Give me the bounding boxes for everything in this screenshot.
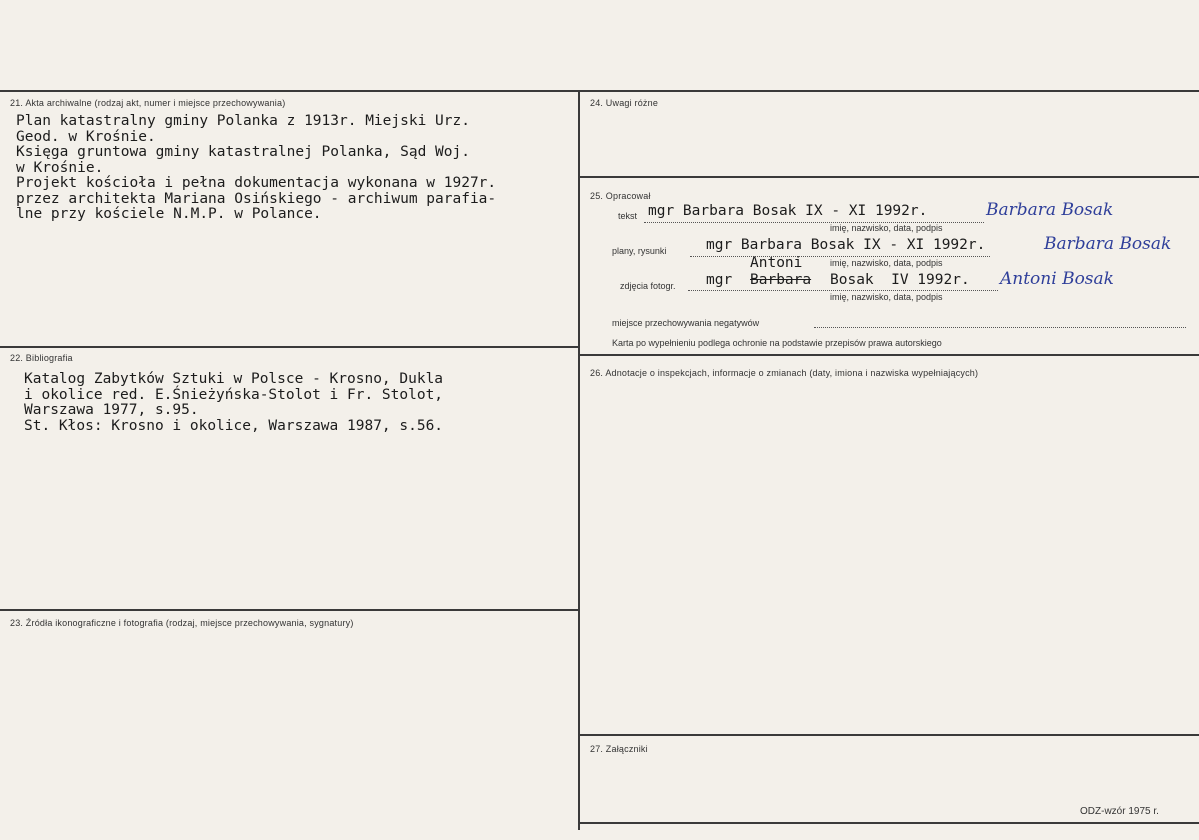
section-27-label: 27. Załączniki [590,744,648,754]
text-line: Księga gruntowa gminy katastralnej Polanka, Sąd Woj. [16,144,470,160]
text-line: Geod. w Krośnie. [16,128,156,145]
zdjecia-label: zdjęcia fotogr. [620,281,676,291]
text-line: lne przy kościele N.M.P. w Polance. [16,206,322,222]
divider-25-26 [579,354,1199,356]
section-22-text [24,372,443,434]
section-23-label: 23. Źródła ikonograficzne i fotografia (rodzaj, miejsce przechowywania, sygnatury) [10,618,354,628]
top-border [0,90,1199,92]
text-line: Plan katastralny gminy Polanka z 1913r. Miejski Urz. [16,113,470,129]
plany-line [690,256,990,257]
tekst-label: tekst [618,211,638,221]
section-21-text [16,114,496,223]
zdjecia-line [688,290,998,291]
plany-signature: Barbara Bosak [1044,234,1172,254]
copyright-note: Karta po wypełnieniu podlega ochronie na podstawie przepisów prawa autorskiego [612,338,942,348]
section-21-label: 21. Akta archiwalne (rodzaj akt, numer i miejsce przechowywania) [10,98,286,108]
divider-26-27 [579,734,1199,736]
negatywy-label: miejsce przechowywania negatywów [612,318,760,328]
text-line: i okolice red. E.Śnieżyńska-Stolot i Fr. Stolot, [24,386,444,403]
tekst-signature: Barbara Bosak [986,200,1114,220]
tekst-value: mgr Barbara Bosak IX - XI 1992r. [648,203,928,219]
plany-label: plany, rysunki [612,246,667,256]
section-25-label: 25. Opracował [590,191,651,201]
divider-21-22 [0,346,579,348]
zdjecia-correction: Antoni [750,255,803,271]
text-line: przez architekta Mariana Osińskiego - archiwum parafia- [16,190,497,207]
section-26-label: 26. Adnotacje o inspekcjach, informacje o zmianach (daty, imiona i nazwiska wypełniających) [590,368,979,378]
tekst-hint: imię, nazwisko, data, podpis [830,223,943,233]
text-line: Katalog Zabytków Sztuki w Polsce - Krosno, Dukla [24,371,444,387]
center-divider [578,90,580,830]
text-line: w Krośnie. [16,159,104,176]
text-line: Projekt kościoła i pełna dokumentacja wykonana w 1927r. [16,175,497,191]
divider-22-23 [0,609,579,611]
divider-24-25 [579,176,1199,178]
zdjecia-signature: Antoni Bosak [1000,269,1114,289]
zdjecia-value: Bosak IV 1992r. [830,272,970,288]
form-id: ODZ-wzór 1975 r. [1080,806,1159,817]
plany-value: mgr Barbara Bosak IX - XI 1992r. [706,237,986,253]
plany-hint: imię, nazwisko, data, podpis [830,258,943,268]
text-line: Warszawa 1977, s.95. [24,402,199,418]
bottom-border [579,822,1199,824]
negatywy-line [814,327,1186,328]
zdjecia-hint: imię, nazwisko, data, podpis [830,292,943,302]
section-22-label: 22. Bibliografia [10,353,73,363]
section-24-label: 24. Uwagi różne [590,98,659,108]
zdjecia-struck-name: Barbara [750,272,812,288]
text-line: St. Kłos: Krosno i okolice, Warszawa 1987, s.56. [24,417,444,434]
zdjecia-prefix: mgr [706,272,733,288]
